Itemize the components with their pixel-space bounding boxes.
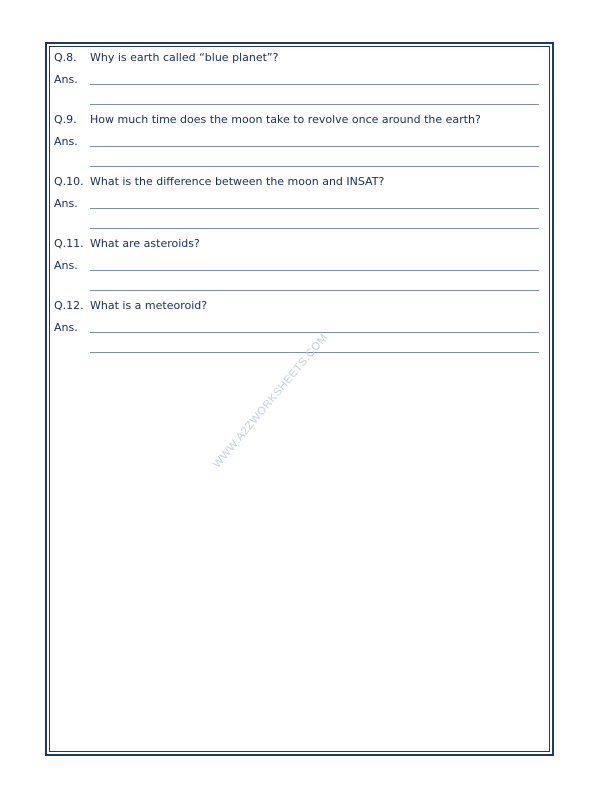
question-block-8	[54, 47, 540, 91]
answer-label: Ans.	[54, 73, 78, 86]
answer-line[interactable]	[90, 290, 539, 291]
question-text: What are asteroids?	[90, 237, 200, 250]
question-block-10	[54, 171, 540, 215]
question-number: Q.11.	[54, 237, 84, 250]
answer-label: Ans.	[54, 197, 78, 210]
answer-label: Ans.	[54, 135, 78, 148]
question-block-12	[54, 295, 540, 339]
question-number: Q.10.	[54, 175, 84, 188]
question-text: How much time does the moon take to revolve once around the earth?	[90, 113, 481, 126]
question-block-11	[54, 233, 540, 277]
answer-line[interactable]	[90, 228, 539, 229]
question-number: Q.9.	[54, 113, 77, 126]
answer-line[interactable]	[90, 332, 539, 333]
question-text: What is a meteoroid?	[90, 299, 208, 312]
answer-line[interactable]	[90, 84, 539, 85]
question-text: What is the difference between the moon and INSAT?	[90, 175, 385, 188]
answer-line[interactable]	[90, 270, 539, 271]
answer-line[interactable]	[90, 146, 539, 147]
answer-line[interactable]	[90, 104, 539, 105]
answer-label: Ans.	[54, 321, 78, 334]
answer-line[interactable]	[90, 208, 539, 209]
question-number: Q.12.	[54, 299, 84, 312]
answer-label: Ans.	[54, 259, 78, 272]
question-block-9	[54, 109, 540, 153]
answer-line[interactable]	[90, 166, 539, 167]
question-number: Q.8.	[54, 51, 77, 64]
watermark: WWW.A2ZWORKSHEETS.COM	[210, 331, 331, 471]
question-text: Why is earth called “blue planet”?	[90, 51, 279, 64]
